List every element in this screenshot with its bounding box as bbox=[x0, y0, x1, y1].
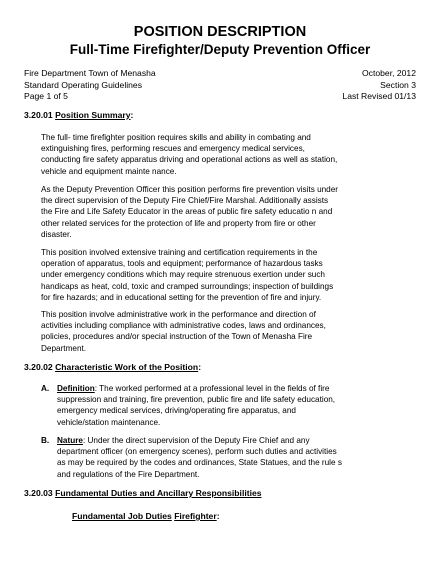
text-line bbox=[57, 435, 402, 446]
text-line: vehicle and equipment mainte nance. bbox=[41, 166, 177, 176]
text-line: As the Deputy Prevention Officer this position performs fire prevention visits under bbox=[41, 185, 339, 194]
section-title: Fundamental Duties and Ancillary Responsibilities bbox=[55, 488, 262, 498]
section-label: Section 3 bbox=[380, 79, 416, 90]
section-title: Position Summary bbox=[55, 110, 131, 120]
document-meta bbox=[24, 68, 416, 103]
meta-row bbox=[24, 91, 416, 103]
list-item-nature bbox=[41, 435, 402, 480]
heading-colon: : bbox=[216, 511, 220, 521]
text-line: as may be required by the codes and ordinances, State Statues, and the rule s bbox=[57, 458, 342, 468]
department-name: Fire Department Town of Menasha bbox=[24, 68, 156, 78]
text-line: policies, procedures and/or special instruction of the Town of Menasha Fire bbox=[41, 332, 313, 342]
text-line: under emergency conditions which may require strenuous exertion under such bbox=[41, 270, 325, 280]
text-line: disaster. bbox=[41, 229, 72, 239]
document-title: POSITION DESCRIPTION bbox=[133, 24, 307, 40]
section-title: Characteristic Work of the Position bbox=[55, 362, 199, 372]
text-line: activities including compliance with administrative codes, laws and ordinances, bbox=[41, 321, 326, 331]
section-heading-fundamental-duties bbox=[24, 488, 262, 499]
heading-colon: : bbox=[130, 110, 134, 120]
text-line: conducting fire safety apparatus driving and operational actions as well as station, bbox=[41, 155, 338, 165]
meta-row bbox=[24, 68, 416, 80]
section-number: 3.20.01 bbox=[24, 110, 53, 120]
paragraph bbox=[41, 184, 381, 240]
paragraph bbox=[41, 247, 381, 303]
document-date: October, 2012 bbox=[362, 68, 416, 78]
text-line: Department. bbox=[41, 343, 87, 353]
text-line: department officer (on emergency scenes), perform such duties and activities bbox=[57, 447, 337, 457]
text-line: This position involved extensive training and certification requirements in the bbox=[41, 248, 318, 257]
revised-date: Last Revised 01/13 bbox=[342, 91, 416, 101]
text-line: extinguishing fires, performing rescues and emergency medical services, bbox=[41, 144, 305, 154]
term-nature: Nature bbox=[57, 436, 83, 445]
list-letter: A. bbox=[41, 384, 50, 393]
text-line: other related services for the protection of life and property from fire or other bbox=[41, 218, 316, 228]
page-number: Page 1 of 5 bbox=[24, 91, 68, 101]
subheading-job-duties bbox=[72, 511, 220, 522]
section-heading-position-summary bbox=[24, 110, 133, 121]
job-role: Firefighter bbox=[174, 511, 217, 521]
definition-text: : The worked performed at a professional level in the fields of fire bbox=[94, 384, 330, 393]
text-line: vehicle/station maintenance. bbox=[57, 417, 161, 427]
text-line: the direct supervision of the Deputy Fire Chief/Fire Marshal. Additionally assists bbox=[41, 196, 329, 206]
list-letter: B. bbox=[41, 436, 50, 445]
meta-row bbox=[24, 80, 416, 92]
text-line: and regulations of the Fire Department. bbox=[57, 469, 200, 479]
term-definition: Definition bbox=[57, 384, 95, 393]
text-line: This position involve administrative work in the performance and direction of bbox=[41, 310, 316, 319]
job-duties-label: Fundamental Job Duties bbox=[72, 511, 172, 521]
document-subtitle: Full-Time Firefighter/Deputy Prevention Officer bbox=[69, 42, 371, 57]
section-number: 3.20.02 bbox=[24, 362, 53, 372]
text-line: operation of apparatus, tools and equipment; performance of hazardous tasks bbox=[41, 259, 323, 269]
text-line: The full- time firefighter position requires skills and ability in combating and bbox=[41, 133, 311, 142]
section-heading-characteristic-work bbox=[24, 362, 201, 373]
text-line bbox=[57, 383, 402, 394]
guidelines-label: Standard Operating Guidelines bbox=[24, 79, 143, 90]
text-line: for fire hazards; and in educational setting for the prevention of fire and injury. bbox=[41, 292, 322, 302]
paragraph bbox=[41, 132, 381, 177]
list-item-definition bbox=[41, 383, 402, 428]
text-line: suppression and training, fire prevention, public fire and life safety education, bbox=[57, 395, 336, 405]
text-line: emergency medical services, driving/operating fire apparatus, and bbox=[57, 406, 296, 416]
paragraph bbox=[41, 309, 381, 354]
heading-colon: : bbox=[198, 362, 202, 372]
text-line: handicaps as heat, cold, toxic and cramped surroundings; inspection of buildings bbox=[41, 281, 334, 291]
text-line: the Fire and Life Safety Educator in the areas of public fire safety educatio n and bbox=[41, 207, 333, 217]
section-number: 3.20.03 bbox=[24, 488, 53, 498]
nature-text: : Under the direct supervision of the Deputy Fire Chief and any bbox=[82, 436, 310, 445]
